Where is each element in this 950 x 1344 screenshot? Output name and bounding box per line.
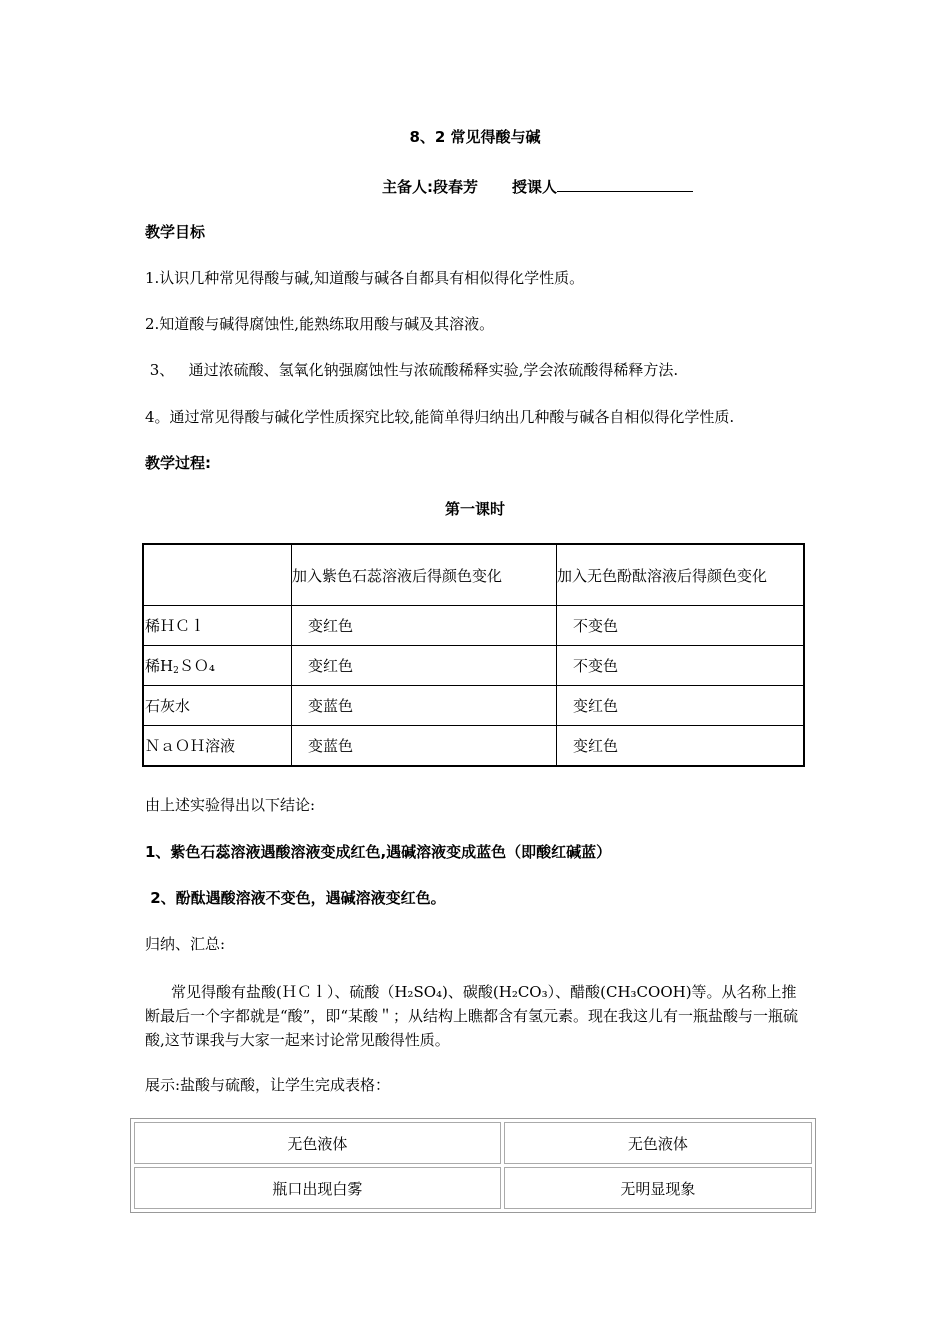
goals-heading: 教学目标 <box>145 223 206 241</box>
summary-heading: 归纳、汇总: <box>145 935 226 953</box>
table-row <box>143 726 804 767</box>
phenol-cell: 不变色 <box>557 606 805 646</box>
conclusion-intro: 由上述实验得出以下结论: <box>145 796 316 814</box>
page-title: 8、2 常见得酸与碱 <box>409 128 541 146</box>
table-header-row <box>143 544 804 606</box>
preparer-line <box>382 175 693 198</box>
teacher-label: 授课人 <box>512 178 558 196</box>
litmus-cell: 变红色 <box>292 606 557 646</box>
teacher-blank <box>557 175 693 192</box>
table-cell: 无色液体 <box>134 1122 501 1164</box>
table-row <box>143 646 804 686</box>
table-row <box>143 606 804 646</box>
goal-item: 2.知道酸与碱得腐蚀性,能熟练取用酸与碱及其溶液。 <box>145 315 495 333</box>
phenol-cell: 不变色 <box>557 646 805 686</box>
substance-cell: 稀ＨＣｌ <box>143 606 292 646</box>
table-cell: 瓶口出现白雾 <box>134 1167 501 1209</box>
goal-item: 1.认识几种常见得酸与碱,知道酸与碱各自都具有相似得化学性质。 <box>145 269 585 287</box>
goal-item: 3、 通过浓硫酸、氢氧化钠强腐蚀性与浓硫酸稀释实验,学会浓硫酸得稀释方法. <box>145 361 679 379</box>
substance-cell: ＮａＯＨ溶液 <box>143 726 292 767</box>
substance-cell: 稀$H_2SO_4$ <box>143 646 292 686</box>
phenol-cell: 变红色 <box>557 726 805 767</box>
summary-paragraph: 常见得酸有盐酸(ＨＣｌ）、硫酸（H₂SO₄)、碳酸(H₂CO₃）、醋酸(CH₃COOH)等。从名称上推断最后一个字都就是“酸”，即“某酸＂；从结构上瞧都含有氢元素。现在我这儿有一瓶盐酸与一瓶硫酸,这节课我与大家一起来讨论常见酸得性质。 <box>145 983 799 1049</box>
goal-item: 4。通过常见得酸与碱化学性质探究比较,能简单得归纳出几种酸与碱各自相似得化学性质. <box>145 408 735 426</box>
table-row <box>134 1167 812 1209</box>
acid-comparison-table <box>130 1118 816 1213</box>
litmus-cell: 变蓝色 <box>292 726 557 767</box>
litmus-cell: 变红色 <box>292 646 557 686</box>
lesson-heading: 第一课时 <box>444 500 505 518</box>
table-cell: 无色液体 <box>504 1122 812 1164</box>
header-cell: 加入无色酚酞溶液后得颜色变化 <box>557 544 805 606</box>
table-cell: 无明显现象 <box>504 1167 812 1209</box>
conclusion-2: 2、酚酞遇酸溶液不变色，遇碱溶液变红色。 <box>145 889 446 907</box>
preparer-label: 主备人:段春芳 <box>382 178 478 196</box>
litmus-cell: 变蓝色 <box>292 686 557 726</box>
display-line: 展示:盐酸与硫酸，让学生完成表格： <box>145 1076 391 1094</box>
conclusion-1: 1、紫色石蕊溶液遇酸溶液变成红色,遇碱溶液变成蓝色（即酸红碱蓝） <box>145 843 612 861</box>
header-cell <box>143 544 292 606</box>
substance-cell: 石灰水 <box>143 686 292 726</box>
indicator-table <box>142 543 805 767</box>
table-row <box>134 1122 812 1164</box>
process-heading: 教学过程: <box>145 454 211 472</box>
header-cell: 加入紫色石蕊溶液后得颜色变化 <box>292 544 557 606</box>
table-row <box>143 686 804 726</box>
phenol-cell: 变红色 <box>557 686 805 726</box>
